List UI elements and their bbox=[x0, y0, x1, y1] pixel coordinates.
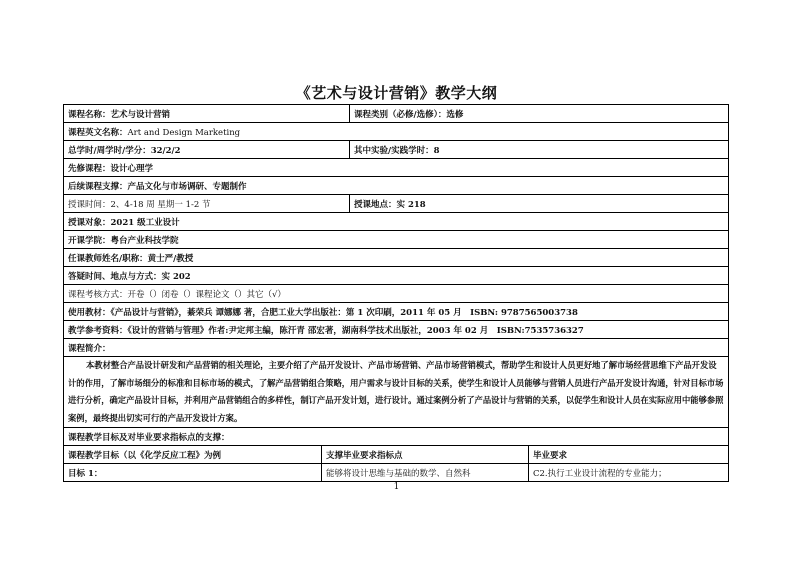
english-name-value: Art and Design Marketing bbox=[127, 127, 241, 138]
objectives-col-target: 课程教学目标（以《化学反应工程》为例 bbox=[64, 446, 322, 464]
syllabus-table bbox=[63, 104, 729, 482]
hours-cell: 总学时/周学时/学分：32/2/2 bbox=[64, 141, 350, 159]
course-name-cell: 课程名称：艺术与设计营销 bbox=[64, 105, 350, 123]
intro-text-cell: 本教材整合产品设计研发和产品营销的相关理论，主要介绍了产品开发设计、产品市场营销、产品市场营销模式，帮助学生和设计人员更好地了解市场经营思维下产品开发设计的作用，了解市场细分的标准和目标市场的模式，了解产品营销组合策略，用户需求与设计目标的关系，使学生和设计人员能够与营销人员进行产品开发设计沟通，针对目标市场进行分析，确定产品设计目标，并利用产品营销组合的多样性，制订产品开发计划，进行设计。通过案例分析了产品设计与营销的关系，以促学生和设计人员在实际应用中能够参照案例，最终提出切实可行的产品开发设计方案。 bbox=[64, 357, 729, 428]
english-name-label: 课程英文名称： bbox=[68, 127, 128, 138]
intro-label-cell: 课程简介： bbox=[64, 339, 729, 357]
references-cell: 教学参考资料：《设计的营销与管理》作者:尹定邦主编，陈汗青 邵宏著，湖南科学技术出版社，2003 年 02 月 ISBN:7535736327 bbox=[64, 321, 729, 339]
target-cell: 授课对象：2021 级工业设计 bbox=[64, 213, 729, 231]
objective-1-label: 目标 1： bbox=[64, 464, 322, 482]
teaching-place-cell: 授课地点：实 218 bbox=[350, 195, 729, 213]
page-number: 1 bbox=[393, 482, 400, 492]
teaching-time-cell: 授课时间：2、4-18 周 星期一 1-2 节 bbox=[64, 195, 350, 213]
assessment-cell: 课程考核方式：开卷（）闭卷（）课程论文（）其它（√） bbox=[64, 285, 729, 303]
objective-1-indicator: 能够将设计思维与基础的数学、自然科 bbox=[322, 464, 529, 482]
teacher-cell: 任课教师姓名/职称：黄士严/教授 bbox=[64, 249, 729, 267]
objective-1-requirement: C2.执行工业设计流程的专业能力； bbox=[529, 464, 729, 482]
followup-cell: 后续课程支撑：产品文化与市场调研、专题制作 bbox=[64, 177, 729, 195]
qa-cell: 答疑时间、地点与方式：实 202 bbox=[64, 267, 729, 285]
prerequisite-cell: 先修课程：设计心理学 bbox=[64, 159, 729, 177]
course-type-cell: 课程类别（必修/选修）：选修 bbox=[350, 105, 729, 123]
page-title: 《艺术与设计营销》教学大纲 bbox=[295, 84, 498, 102]
english-name-cell bbox=[64, 123, 729, 141]
college-cell: 开课学院：粤台产业科技学院 bbox=[64, 231, 729, 249]
objectives-col-requirement: 毕业要求 bbox=[529, 446, 729, 464]
lab-hours-cell: 其中实验/实践学时：8 bbox=[350, 141, 729, 159]
objectives-header-cell: 课程教学目标及对毕业要求指标点的支撑： bbox=[64, 428, 729, 446]
textbook-cell: 使用教材：《产品设计与营销》，綦荣兵 谭娜娜 著，合肥工业大学出版社：第 1 次印刷，2011 年 05 月 ISBN: 9787565003738 bbox=[64, 303, 729, 321]
objectives-col-indicator: 支撑毕业要求指标点 bbox=[322, 446, 529, 464]
